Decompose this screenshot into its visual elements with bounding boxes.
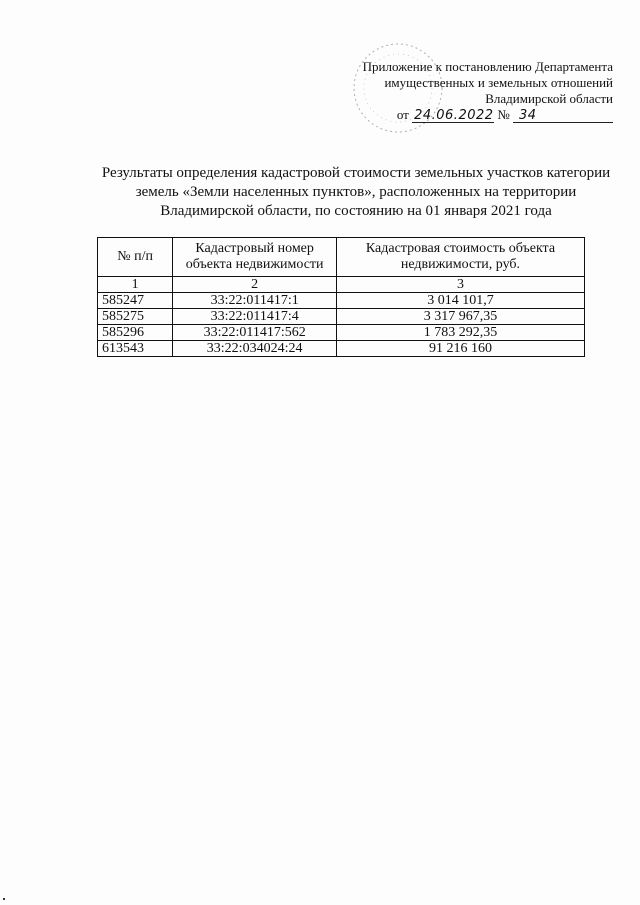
row-cadastral-number: 33:22:011417:1 <box>173 293 337 309</box>
appendix-header <box>333 59 613 123</box>
title-line-2: земель «Земли населенных пунктов», расположенных на территории <box>135 184 577 200</box>
table-row <box>98 341 585 357</box>
column-index-2: 2 <box>173 277 337 293</box>
table-row <box>98 293 585 309</box>
date-prefix: от <box>396 107 409 122</box>
title-line-1: Результаты определения кадастровой стоимости земельных участков категории <box>101 165 611 181</box>
table-row <box>98 325 585 341</box>
appendix-line-3: Владимирской области <box>485 91 613 106</box>
column-header-number: № п/п <box>98 238 173 277</box>
row-cadastral-number: 33:22:011417:562 <box>173 325 337 341</box>
table-row <box>98 309 585 325</box>
row-cadastral-value: 3 014 101,7 <box>336 293 584 309</box>
title-line-3: Владимирской области, по состоянию на 01 января 2021 года <box>160 203 552 219</box>
column-header-cadastral-number: Кадастровый номер объекта недвижимости <box>173 238 337 277</box>
row-cadastral-value: 91 216 160 <box>336 341 584 357</box>
row-number: 585296 <box>98 325 173 341</box>
number-prefix: № <box>497 107 510 122</box>
column-header-cadastral-value: Кадастровая стоимость объекта недвижимости, руб. <box>336 238 584 277</box>
column-index-3: 3 <box>336 277 584 293</box>
document-title <box>90 164 622 221</box>
scan-speck <box>3 898 5 900</box>
appendix-line-1: Приложение к постановлению Департамента <box>362 59 613 74</box>
column-index-1: 1 <box>98 277 173 293</box>
row-number: 585247 <box>98 293 173 309</box>
appendix-date-line <box>397 107 613 122</box>
row-number: 585275 <box>98 309 173 325</box>
cadastral-value-table <box>97 237 585 357</box>
row-cadastral-number: 33:22:011417:4 <box>173 309 337 325</box>
column-index-row <box>98 277 585 293</box>
appendix-line-2: имущественных и земельных отношений <box>384 75 613 90</box>
row-cadastral-value: 3 317 967,35 <box>336 309 584 325</box>
row-cadastral-number: 33:22:034024:24 <box>173 341 337 357</box>
row-cadastral-value: 1 783 292,35 <box>336 325 584 341</box>
row-number: 613543 <box>98 341 173 357</box>
handwritten-number: 34 <box>513 109 613 123</box>
handwritten-date: 24.06.2022 <box>414 108 494 123</box>
table-header-row <box>98 238 585 277</box>
